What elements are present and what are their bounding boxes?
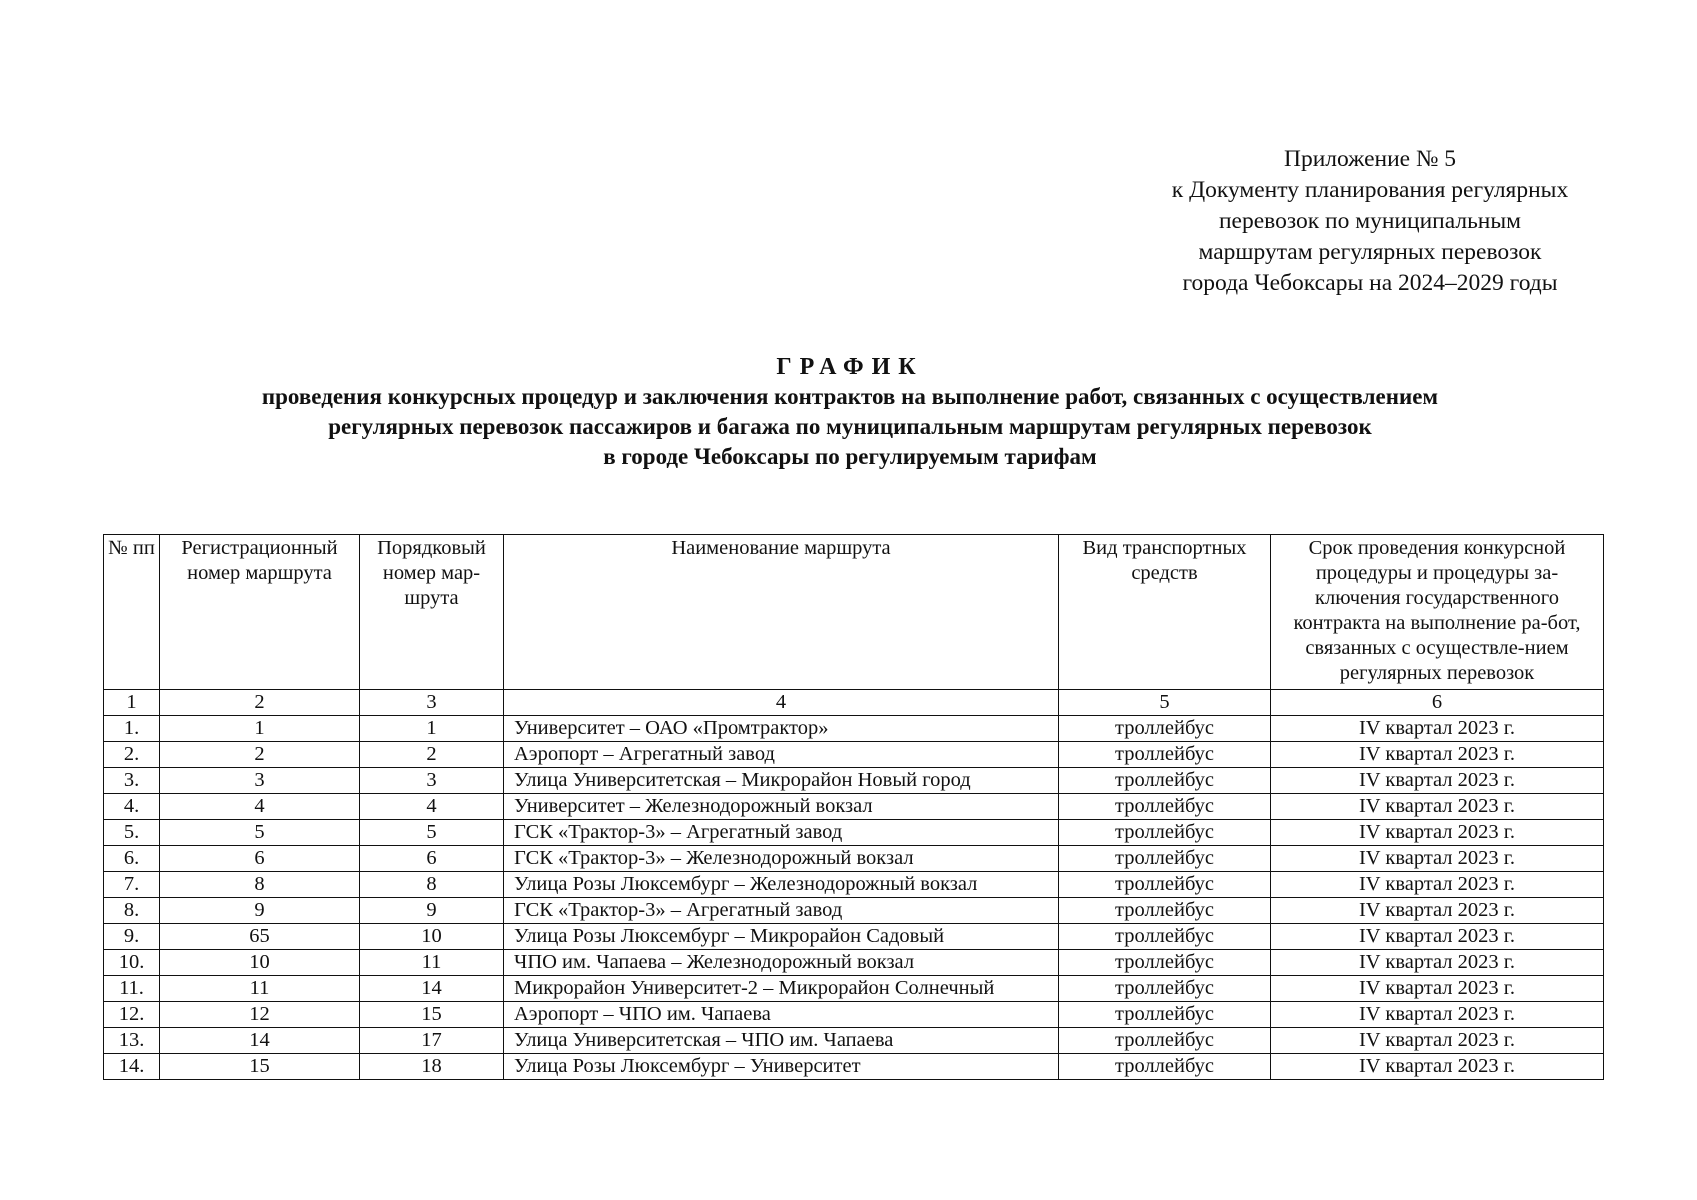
column-number: 2 <box>160 690 360 716</box>
cell-registration-number: 4 <box>160 794 360 820</box>
cell-vehicle-type: троллейбус <box>1059 820 1271 846</box>
cell-route-name: Университет – Железнодорожный вокзал <box>504 794 1059 820</box>
header-route-name: Наименование маршрута <box>504 535 1059 690</box>
cell-sequence-number: 3 <box>360 768 504 794</box>
cell-registration-number: 15 <box>160 1054 360 1080</box>
appendix-line: маршрутам регулярных перевозок <box>1198 239 1542 265</box>
table-header-row <box>104 535 1604 690</box>
cell-deadline: IV квартал 2023 г. <box>1271 1054 1604 1080</box>
column-number: 4 <box>504 690 1059 716</box>
cell-registration-number: 9 <box>160 898 360 924</box>
cell-registration-number: 10 <box>160 950 360 976</box>
cell-row-number: 8. <box>104 898 160 924</box>
cell-sequence-number: 11 <box>360 950 504 976</box>
title-line: регулярных перевозок пассажиров и багажа по муниципальным маршрутам регулярных перевозок <box>328 414 1372 439</box>
cell-vehicle-type: троллейбус <box>1059 950 1271 976</box>
cell-sequence-number: 4 <box>360 794 504 820</box>
header-vehicle-type: Вид транспортных средств <box>1059 535 1271 690</box>
cell-vehicle-type: троллейбус <box>1059 872 1271 898</box>
cell-vehicle-type: троллейбус <box>1059 716 1271 742</box>
cell-vehicle-type: троллейбус <box>1059 768 1271 794</box>
header-sequence-number: Порядковый номер мар-шрута <box>360 535 504 690</box>
cell-route-name: Университет – ОАО «Промтрактор» <box>504 716 1059 742</box>
cell-sequence-number: 2 <box>360 742 504 768</box>
cell-registration-number: 12 <box>160 1002 360 1028</box>
cell-deadline: IV квартал 2023 г. <box>1271 742 1604 768</box>
cell-deadline: IV квартал 2023 г. <box>1271 976 1604 1002</box>
table-row <box>104 846 1604 872</box>
table-row <box>104 872 1604 898</box>
cell-row-number: 2. <box>104 742 160 768</box>
cell-route-name: Улица Розы Люксембург – Микрорайон Садовый <box>504 924 1059 950</box>
cell-row-number: 5. <box>104 820 160 846</box>
cell-route-name: ЧПО им. Чапаева – Железнодорожный вокзал <box>504 950 1059 976</box>
cell-route-name: Улица Розы Люксембург – Университет <box>504 1054 1059 1080</box>
table-row <box>104 716 1604 742</box>
cell-vehicle-type: троллейбус <box>1059 924 1271 950</box>
cell-sequence-number: 18 <box>360 1054 504 1080</box>
cell-route-name: Улица Розы Люксембург – Железнодорожный вокзал <box>504 872 1059 898</box>
title-line: в городе Чебоксары по регулируемым тарифам <box>603 444 1097 469</box>
cell-deadline: IV квартал 2023 г. <box>1271 898 1604 924</box>
cell-sequence-number: 10 <box>360 924 504 950</box>
schedule-table <box>103 534 1604 1080</box>
cell-deadline: IV квартал 2023 г. <box>1271 768 1604 794</box>
cell-registration-number: 1 <box>160 716 360 742</box>
cell-deadline: IV квартал 2023 г. <box>1271 1028 1604 1054</box>
cell-row-number: 4. <box>104 794 160 820</box>
title-line: проведения конкурсных процедур и заключения контрактов на выполнение работ, связанных с осуществлением <box>261 384 1439 409</box>
cell-registration-number: 3 <box>160 768 360 794</box>
appendix-block <box>1130 144 1610 299</box>
cell-sequence-number: 14 <box>360 976 504 1002</box>
table-row <box>104 768 1604 794</box>
column-number: 5 <box>1059 690 1271 716</box>
cell-registration-number: 5 <box>160 820 360 846</box>
table-row <box>104 820 1604 846</box>
cell-row-number: 13. <box>104 1028 160 1054</box>
appendix-line: к Документу планирования регулярных <box>1171 177 1569 203</box>
cell-vehicle-type: троллейбус <box>1059 846 1271 872</box>
column-number-row <box>104 690 1604 716</box>
cell-route-name: Микрорайон Университет-2 – Микрорайон Солнечный <box>504 976 1059 1002</box>
table-row <box>104 924 1604 950</box>
cell-row-number: 7. <box>104 872 160 898</box>
cell-deadline: IV квартал 2023 г. <box>1271 820 1604 846</box>
cell-row-number: 6. <box>104 846 160 872</box>
cell-registration-number: 8 <box>160 872 360 898</box>
cell-route-name: Аэропорт – Агрегатный завод <box>504 742 1059 768</box>
cell-row-number: 9. <box>104 924 160 950</box>
cell-vehicle-type: троллейбус <box>1059 898 1271 924</box>
table-row <box>104 1054 1604 1080</box>
cell-deadline: IV квартал 2023 г. <box>1271 794 1604 820</box>
table-row <box>104 950 1604 976</box>
cell-route-name: Улица Университетская – ЧПО им. Чапаева <box>504 1028 1059 1054</box>
cell-vehicle-type: троллейбус <box>1059 742 1271 768</box>
cell-row-number: 10. <box>104 950 160 976</box>
cell-row-number: 11. <box>104 976 160 1002</box>
cell-deadline: IV квартал 2023 г. <box>1271 924 1604 950</box>
title-main: ГРАФИК <box>776 354 924 380</box>
column-number: 3 <box>360 690 504 716</box>
column-number: 6 <box>1271 690 1604 716</box>
cell-registration-number: 6 <box>160 846 360 872</box>
appendix-line: Приложение № 5 <box>1283 146 1457 172</box>
cell-sequence-number: 17 <box>360 1028 504 1054</box>
header-deadline: Срок проведения конкурсной процедуры и процедуры за-ключения государственного контракта на выполнение ра-бот, связанных с осуществле-нием регулярных перевозок <box>1271 535 1604 690</box>
cell-vehicle-type: троллейбус <box>1059 1002 1271 1028</box>
cell-row-number: 14. <box>104 1054 160 1080</box>
cell-vehicle-type: троллейбус <box>1059 1028 1271 1054</box>
column-number: 1 <box>104 690 160 716</box>
cell-vehicle-type: троллейбус <box>1059 794 1271 820</box>
cell-deadline: IV квартал 2023 г. <box>1271 846 1604 872</box>
cell-sequence-number: 5 <box>360 820 504 846</box>
cell-route-name: ГСК «Трактор-3» – Железнодорожный вокзал <box>504 846 1059 872</box>
cell-deadline: IV квартал 2023 г. <box>1271 872 1604 898</box>
cell-row-number: 1. <box>104 716 160 742</box>
table-body <box>104 716 1604 1080</box>
cell-registration-number: 65 <box>160 924 360 950</box>
table-row <box>104 794 1604 820</box>
cell-row-number: 12. <box>104 1002 160 1028</box>
cell-sequence-number: 15 <box>360 1002 504 1028</box>
cell-sequence-number: 9 <box>360 898 504 924</box>
cell-row-number: 3. <box>104 768 160 794</box>
table-row <box>104 1002 1604 1028</box>
cell-deadline: IV квартал 2023 г. <box>1271 950 1604 976</box>
cell-sequence-number: 6 <box>360 846 504 872</box>
cell-vehicle-type: троллейбус <box>1059 1054 1271 1080</box>
cell-deadline: IV квартал 2023 г. <box>1271 716 1604 742</box>
cell-sequence-number: 8 <box>360 872 504 898</box>
cell-route-name: ГСК «Трактор-3» – Агрегатный завод <box>504 898 1059 924</box>
cell-registration-number: 2 <box>160 742 360 768</box>
cell-vehicle-type: троллейбус <box>1059 976 1271 1002</box>
cell-registration-number: 11 <box>160 976 360 1002</box>
header-number: № пп <box>104 535 160 690</box>
table-row <box>104 976 1604 1002</box>
cell-deadline: IV квартал 2023 г. <box>1271 1002 1604 1028</box>
header-registration-number: Регистрационный номер маршрута <box>160 535 360 690</box>
appendix-line: перевозок по муниципальным <box>1218 208 1522 234</box>
appendix-line: города Чебоксары на 2024–2029 годы <box>1182 270 1558 296</box>
document-title <box>100 352 1600 472</box>
cell-route-name: Аэропорт – ЧПО им. Чапаева <box>504 1002 1059 1028</box>
cell-sequence-number: 1 <box>360 716 504 742</box>
table-row <box>104 742 1604 768</box>
cell-route-name: ГСК «Трактор-3» – Агрегатный завод <box>504 820 1059 846</box>
table-row <box>104 1028 1604 1054</box>
cell-registration-number: 14 <box>160 1028 360 1054</box>
cell-route-name: Улица Университетская – Микрорайон Новый город <box>504 768 1059 794</box>
table-row <box>104 898 1604 924</box>
